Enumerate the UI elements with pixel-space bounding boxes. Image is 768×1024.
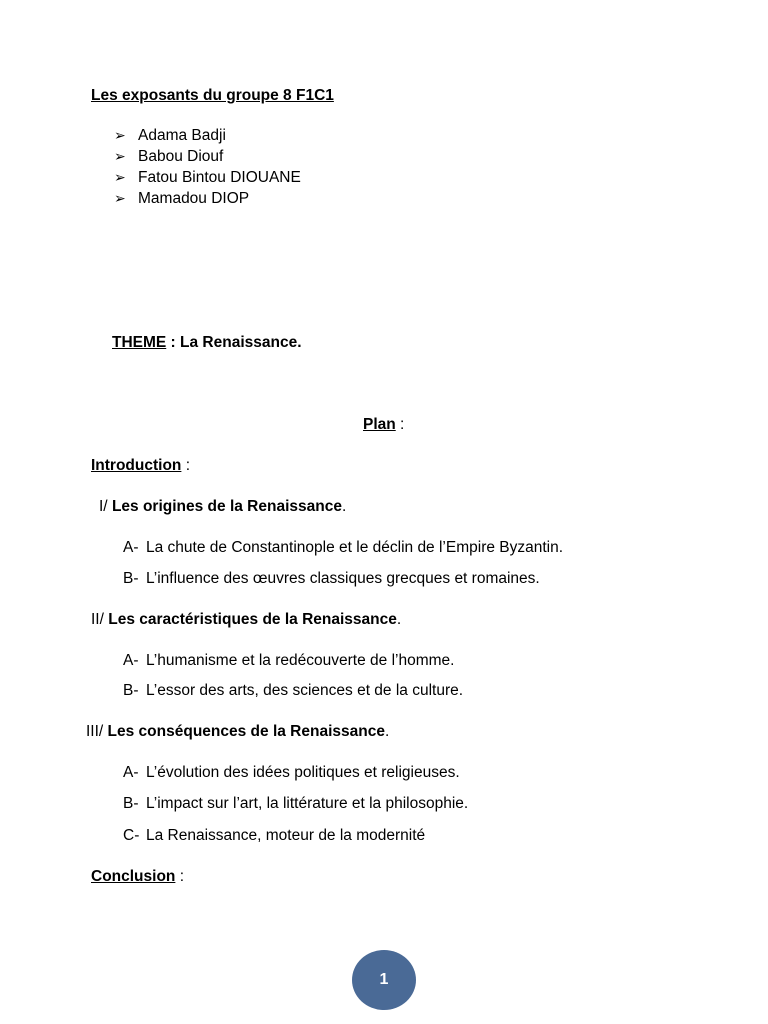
item-text: L’humanisme et la redécouverte de l’homme. xyxy=(146,652,455,669)
list-item xyxy=(114,148,223,166)
item-letter: A- xyxy=(123,764,139,781)
presenter-name: Fatou Bintou DIOUANE xyxy=(138,169,301,186)
introduction-suffix: : xyxy=(181,457,191,474)
conclusion-suffix: : xyxy=(175,868,185,885)
presenter-name: Babou Diouf xyxy=(138,148,224,165)
theme-separator: : xyxy=(166,334,181,351)
item-text: L’évolution des idées politiques et religieuses. xyxy=(146,764,460,781)
theme-value: La Renaissance. xyxy=(180,334,302,351)
arrow-bullet-icon: ➢ xyxy=(114,127,126,143)
section-end: . xyxy=(384,723,390,740)
section-end: . xyxy=(341,498,347,515)
list-item xyxy=(123,539,563,557)
section-title: Les origines de la Renaissance xyxy=(111,498,342,515)
list-item xyxy=(123,570,540,588)
list-item xyxy=(123,682,463,700)
section-numeral: I/ xyxy=(99,498,108,515)
section-title: Les conséquences de la Renaissance xyxy=(107,723,385,740)
list-item xyxy=(123,827,425,845)
item-letter: B- xyxy=(123,795,139,812)
section-numeral: II/ xyxy=(91,611,104,628)
section-end: . xyxy=(396,611,402,628)
introduction-label: Introduction xyxy=(91,457,182,474)
plan-suffix: : xyxy=(395,416,405,433)
list-item xyxy=(123,764,460,782)
item-letter: B- xyxy=(123,570,139,587)
item-letter: B- xyxy=(123,682,139,699)
item-letter: A- xyxy=(123,539,139,556)
theme-label: THEME xyxy=(112,334,167,351)
section-title: Les caractéristiques de la Renaissance xyxy=(108,611,397,628)
page-number: 1 xyxy=(379,971,389,988)
arrow-bullet-icon: ➢ xyxy=(114,148,126,164)
item-letter: A- xyxy=(123,652,139,669)
list-item xyxy=(123,795,468,813)
item-text: La chute de Constantinople et le déclin de l’Empire Byzantin. xyxy=(146,539,564,556)
item-letter: C- xyxy=(123,827,140,844)
page-number-badge xyxy=(352,950,416,1010)
section-heading-2 xyxy=(91,611,401,629)
list-item xyxy=(114,127,226,145)
group-title: Les exposants du groupe 8 F1C1 xyxy=(91,87,334,104)
arrow-bullet-icon: ➢ xyxy=(114,169,126,185)
plan-label: Plan xyxy=(363,416,396,433)
conclusion-label: Conclusion xyxy=(91,868,176,885)
conclusion-heading xyxy=(91,868,184,886)
section-heading-1 xyxy=(99,498,346,516)
item-text: L’influence des œuvres classiques grecques et romaines. xyxy=(146,570,540,587)
item-text: L’essor des arts, des sciences et de la culture. xyxy=(146,682,464,699)
section-heading-3 xyxy=(86,723,389,741)
item-text: La Renaissance, moteur de la modernité xyxy=(146,827,426,844)
theme-line xyxy=(112,334,302,352)
presenter-name: Mamadou DIOP xyxy=(138,190,250,207)
arrow-bullet-icon: ➢ xyxy=(114,190,126,206)
list-item xyxy=(114,190,249,208)
section-numeral: III/ xyxy=(86,723,104,740)
list-item xyxy=(114,169,301,187)
introduction-heading xyxy=(91,457,190,475)
list-item xyxy=(123,652,454,670)
item-text: L’impact sur l’art, la littérature et la philosophie. xyxy=(146,795,469,812)
plan-heading xyxy=(363,416,404,434)
presenter-name: Adama Badji xyxy=(138,127,226,144)
